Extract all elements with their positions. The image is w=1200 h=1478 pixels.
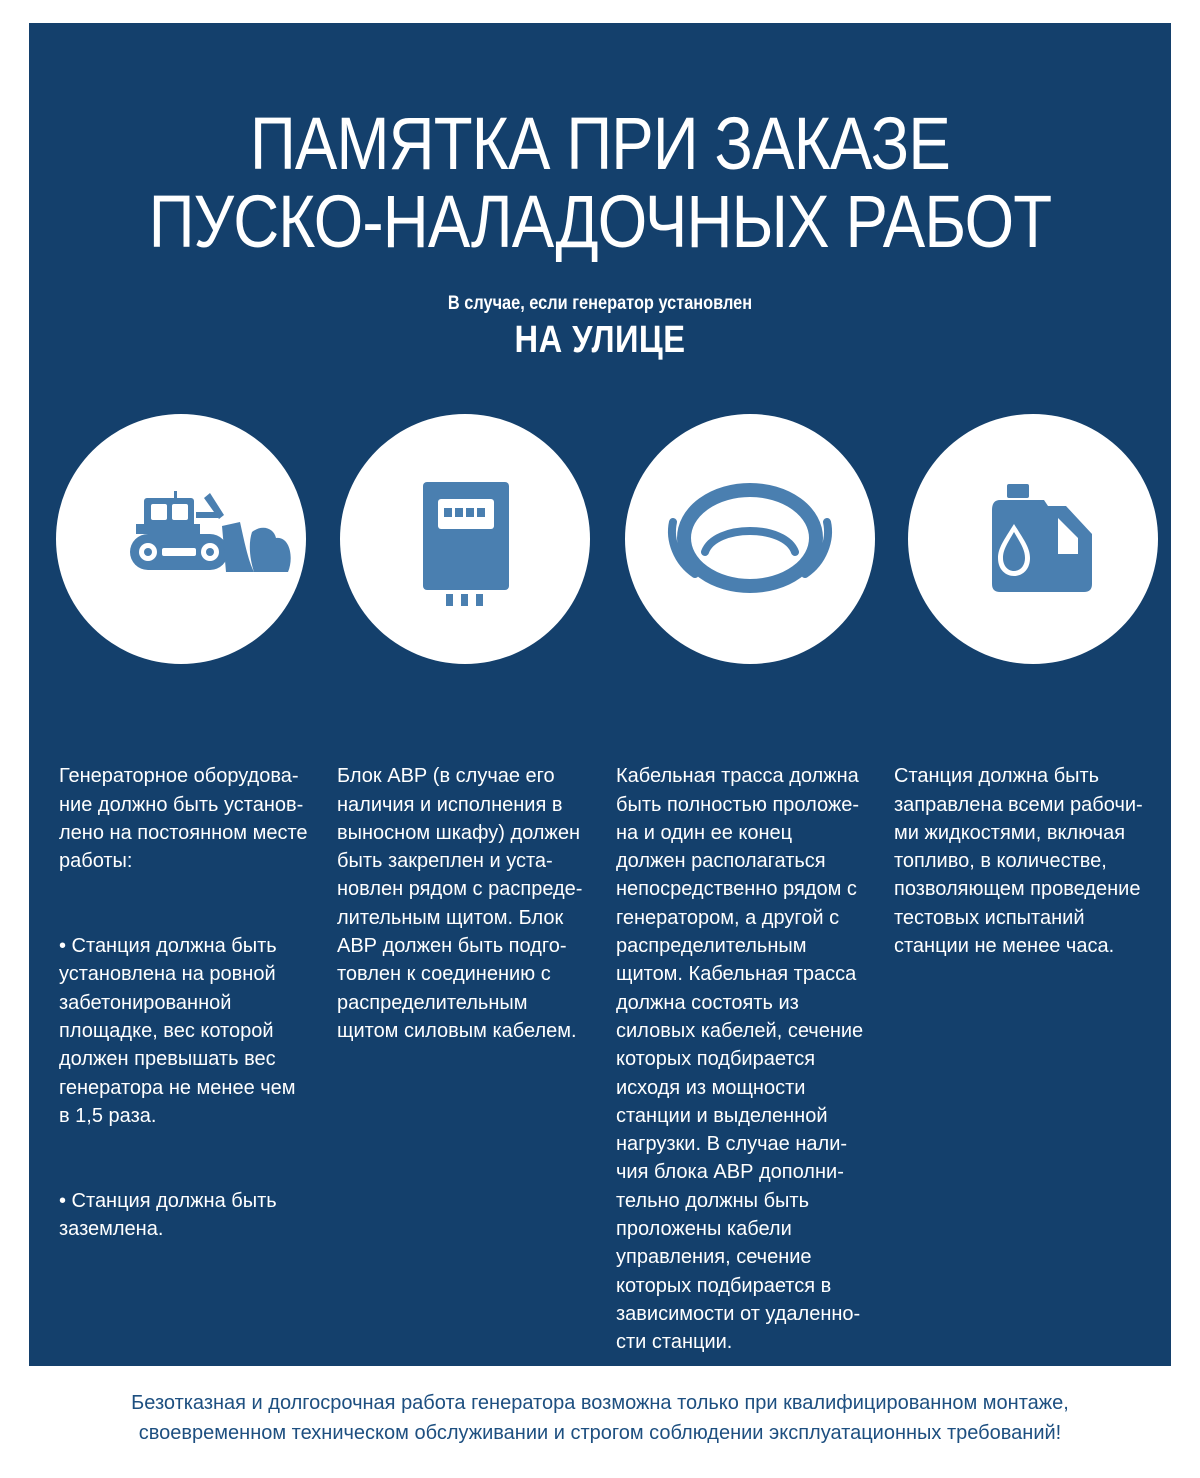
column-avr-block [337, 734, 597, 1074]
meter-cabinet-icon [340, 414, 590, 664]
column-1-paragraph-1: Генераторное оборудова- ние должно быть установ- лено на постоянном месте работы: [59, 765, 308, 873]
footer-note [0, 1388, 1200, 1448]
column-fluids [894, 734, 1154, 989]
info-panel [29, 23, 1171, 1366]
subtitle: В случае, если генератор установлен [447, 293, 753, 314]
column-1-paragraph-3: • Станция должна быть заземлена. [59, 1189, 277, 1241]
bulldozer-icon [56, 414, 306, 664]
meter-cabinet-circle [340, 414, 590, 664]
column-installation [59, 734, 319, 1272]
column-1-paragraph-2: • Станция должна быть установлена на ровной забетонированной площадке, вес которой должен превышать вес генератора не менее чем в 1,5 раза. [59, 935, 296, 1127]
column-3-paragraph-1: Кабельная трасса должна быть полностью проложе- на и один ее конец должен располагаться непосредственно рядом с генератором, а другой с распределительным щитом. Кабельная трасса должна состоять из силовых кабелей, сечение которых подбирается исходя из мощности станции и выделенной нагрузки. В случае нали- чия блока АВР дополни- тельно должны быть проложены кабели управления, сечение которых подбирается в зависимости от удаленно- сти станции. [616, 765, 864, 1354]
oil-canister-circle [908, 414, 1158, 664]
column-4-paragraph-1: Станция должна быть заправлена всеми рабочи- ми жидкостями, включая топливо, в количестве, позволяющем проведение тестовых испытаний станции не менее часа. [894, 765, 1143, 958]
column-cable-route [616, 734, 876, 1385]
oil-canister-icon [908, 414, 1158, 664]
column-2-paragraph-1: Блок АВР (в случае его наличия и исполнения в выносном шкафу) должен быть закреплен и уста- новлен рядом с распреде- лительным щитом. Блок АВР должен быть подго- товлен к соединению с распределительным щитом силовым кабелем. [337, 765, 583, 1042]
cable-coil-circle [625, 414, 875, 664]
title-line-2: ПУСКО-НАЛАДОЧНЫХ РАБОТ [148, 180, 1052, 263]
footer-line-2: своевременном техническом обслуживании и строгом соблюдении эксплуатационных требований! [138, 1422, 1062, 1444]
page-title [109, 102, 1091, 263]
bulldozer-circle [56, 414, 306, 664]
footer-line-1: Безотказная и долгосрочная работа генератора возможна только при квалифицированном монтаже, [131, 1392, 1069, 1414]
cable-coil-icon [625, 414, 875, 664]
title-line-1: ПАМЯТКА ПРИ ЗАКАЗЕ [250, 102, 950, 185]
location-heading: НА УЛИЦЕ [514, 319, 686, 361]
